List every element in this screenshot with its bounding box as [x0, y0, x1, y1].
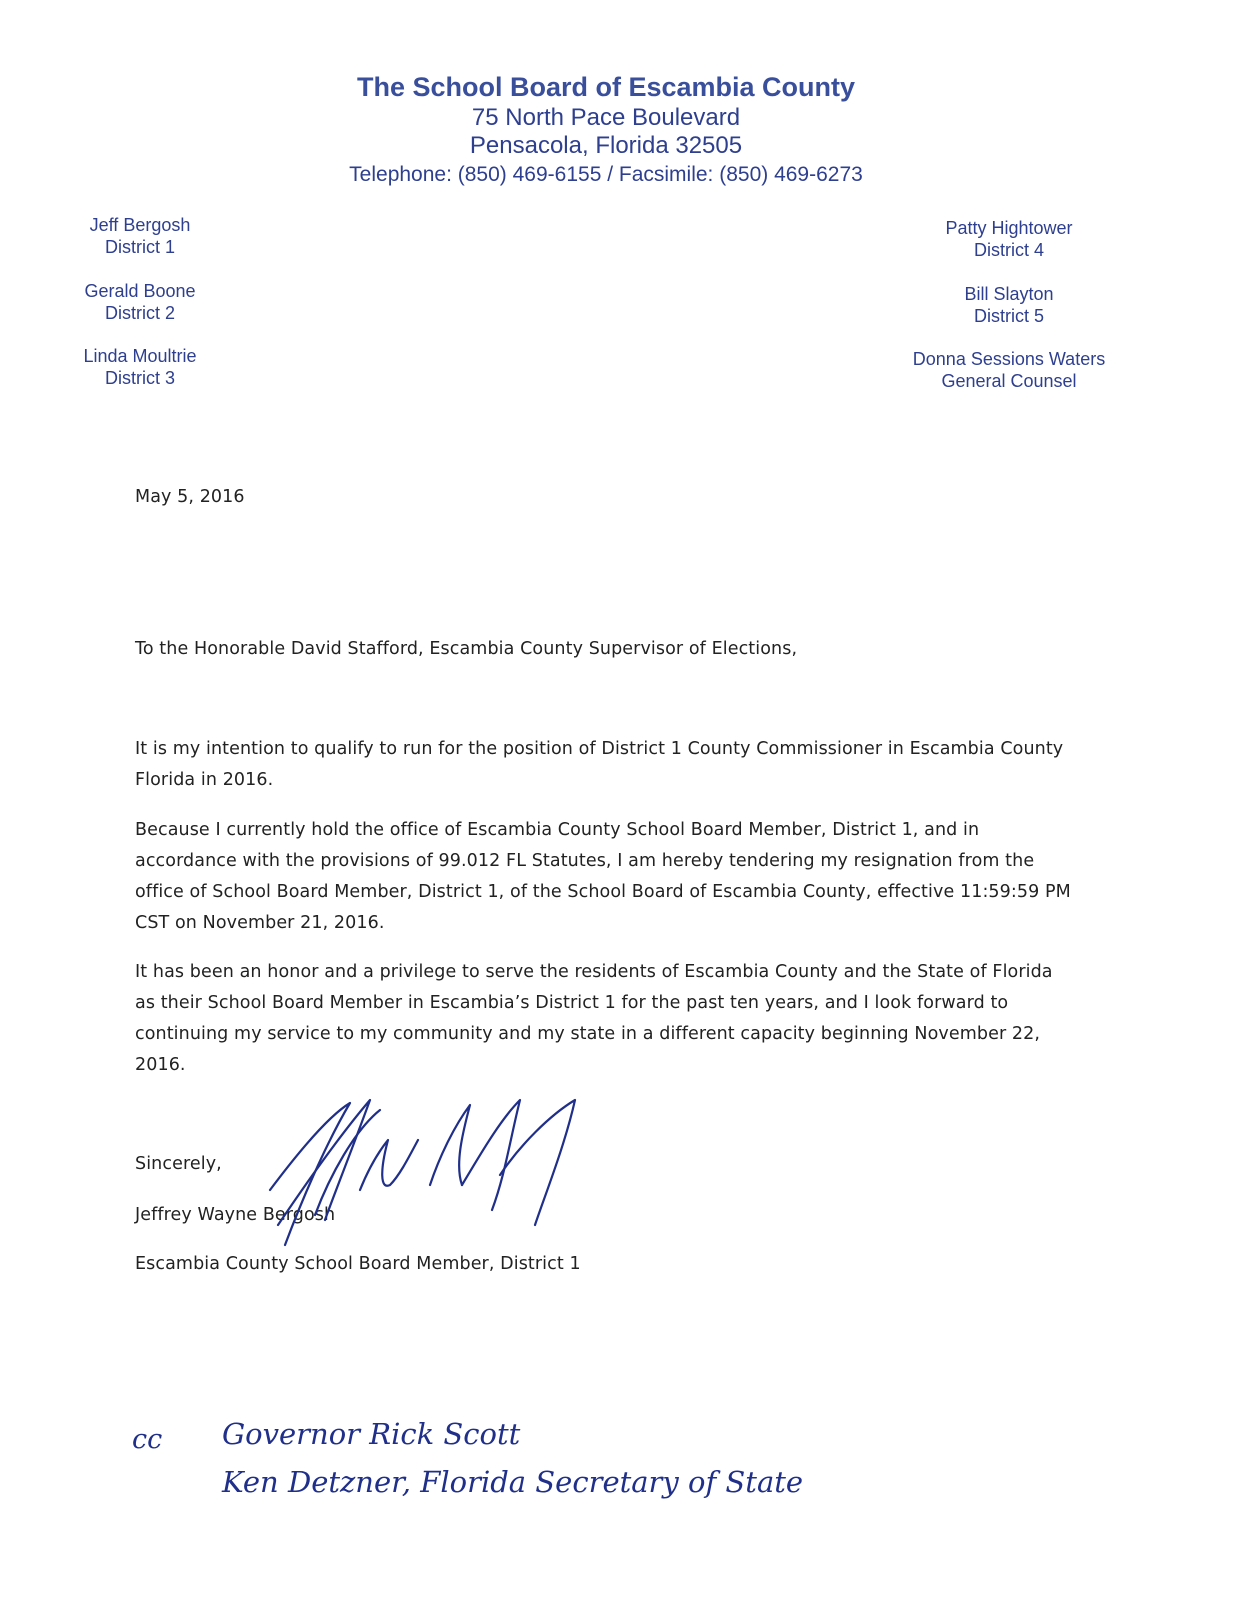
letter-salutation: To the Honorable David Stafford, Escambia County Supervisor of Elections, [135, 639, 798, 659]
cc-line1: Governor Rick Scott [222, 1417, 521, 1451]
signature-scribble [230, 1095, 610, 1255]
letterhead [0, 70, 1212, 189]
member-role: District 4 [973, 240, 1044, 260]
member-role: District 3 [104, 368, 175, 388]
letter-paragraph-3: It has been an honor and a privilege to serve the residents of Escambia County and the State of Florida as their School Board Member in Escambia’s District 1 for the past ten years, and I look forward to continuing my service to my community and my state in a different capacity beginning November 22, 2016. [135, 962, 1053, 1075]
member-district-2 [60, 280, 220, 324]
letterhead-phone-line: Telephone: (850) 469-6155 / Facsimile: (850) 469-6273 [349, 163, 863, 186]
member-name: Patty Hightower [945, 218, 1073, 238]
letterhead-address-line2: Pensacola, Florida 32505 [469, 132, 743, 159]
member-role: District 1 [104, 237, 175, 257]
member-district-4 [889, 217, 1129, 261]
member-district-1 [60, 214, 220, 258]
letter-closing: Sincerely, [135, 1154, 222, 1174]
cc-line2: Ken Detzner, Florida Secretary of State [222, 1465, 804, 1499]
signer-title: Escambia County School Board Member, District 1 [135, 1254, 581, 1274]
member-name: Gerald Boone [84, 281, 196, 301]
member-role: General Counsel [941, 371, 1077, 391]
signer-name: Jeffrey Wayne Bergosh [135, 1205, 336, 1225]
letter-date: May 5, 2016 [135, 487, 245, 507]
letterhead-address-line1: 75 North Pace Boulevard [471, 104, 741, 131]
member-name: Linda Moultrie [83, 346, 197, 366]
cc-label: cc [132, 1424, 163, 1455]
member-name: Jeff Bergosh [89, 215, 191, 235]
member-role: District 5 [973, 306, 1044, 326]
member-general-counsel [889, 348, 1129, 392]
letterhead-title: The School Board of Escambia County [356, 72, 856, 102]
member-name: Bill Slayton [964, 284, 1054, 304]
member-name: Donna Sessions Waters [912, 349, 1106, 369]
handwritten-cc-note [110, 1410, 910, 1530]
member-role: District 2 [104, 303, 175, 323]
letter-paragraph-1: It is my intention to qualify to run for the position of District 1 County Commissioner in Escambia County Florida in 2016. [135, 739, 1064, 790]
letter-paragraph-2: Because I currently hold the office of Escambia County School Board Member, District 1, and in accordance with the provisions of 99.012 FL Statutes, I am hereby tendering my resignation from the office of School Board Member, District 1, of the School Board of Escambia County, effective 11:59:59 PM CST on November 21, 2016. [135, 820, 1071, 933]
member-district-3 [60, 345, 220, 389]
member-district-5 [889, 283, 1129, 327]
